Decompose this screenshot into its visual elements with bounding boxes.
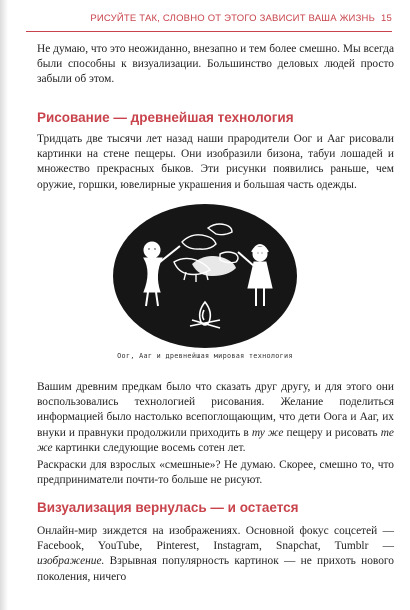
section-heading-visualization: Визуализация вернулась — и остается: [37, 500, 299, 515]
page-number: 15: [381, 13, 392, 24]
paragraph-ancestors: [37, 380, 394, 456]
ancestors-emphasis-2: те же: [37, 426, 394, 454]
cave-illustration: [112, 202, 298, 350]
online-emphasis: изображение.: [37, 555, 105, 568]
ancestors-emphasis-1: ту же: [251, 426, 284, 439]
online-text-b: Взрывная популярность картинок — не прихоть нового поколения, ничего: [37, 555, 394, 583]
section-heading-drawing: Рисование — древнейшая технология: [37, 110, 294, 125]
paragraph-online-world: [37, 524, 394, 585]
ancestors-text-c: картинки следующие восемь сотен лет.: [52, 441, 246, 454]
running-title: РИСУЙТЕ ТАК, СЛОВНО ОТ ЭТОГО ЗАВИСИТ ВАША ЖИЗНЬ: [90, 13, 376, 24]
intro-paragraph: Не думаю, что это неожиданно, внезапно и тем более смешно. Мы всегда были способны к визуализации. Большинство деловых людей просто забыли об этом.: [37, 43, 394, 86]
online-text-a: Онлайн-мир зиждется на изображениях. Основной фокус соцсетей — Facebook, YouTube, Pinterest, Instagram, Snapchat, Tumblr —: [37, 525, 394, 553]
running-header: [90, 13, 392, 24]
paragraph-cave-drawings: Тридцать две тысячи лет назад наши прародители Оог и Ааг рисовали картинки на стене пещеры. Они изобразили бизона, табуи лошадей и множество прекрасных быков. Эти рисунки появились раньше, чем оружие, горшки, ювелирные украшения и большая часть одежды.: [37, 133, 394, 191]
page-edge: [0, 0, 8, 610]
header-rule: [26, 31, 392, 32]
ancestors-text-b: пещеру и рисовать: [283, 426, 381, 439]
figure-caption: Оог, Ааг и древнейшая мировая технология: [117, 352, 293, 360]
paragraph-coloring-books: Раскраски для взрослых «смешные»? Не думаю. Скорее, смешно то, что предприниматели почти-то больше не рисуют.: [37, 459, 394, 487]
ancestors-text-a: Вашим древним предкам было что сказать друг другу, и для этого они воспользовались технологией рисования. Желание поделиться информацией было настолько всепоглощающим, что дети Оога и Ааг, их внуки и правнуки продолжили приходить в: [37, 381, 394, 439]
